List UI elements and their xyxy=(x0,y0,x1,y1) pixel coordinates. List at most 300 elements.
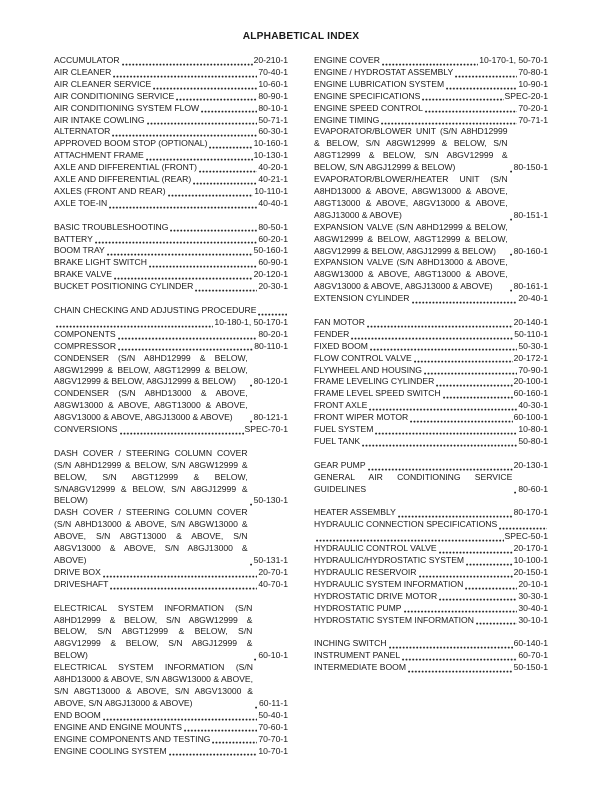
entry-page-ref: 60-140-1 xyxy=(513,638,548,649)
entry-page-ref: 70-71-1 xyxy=(518,114,548,125)
dot-leader xyxy=(255,700,258,709)
entry-page-ref: 70-40-1 xyxy=(258,66,288,77)
index-entry xyxy=(54,67,288,79)
entry-page-ref: 30-10-1 xyxy=(518,614,548,625)
index-entry xyxy=(314,472,548,496)
entry-label: HYDRAULIC CONTROL VALVE xyxy=(314,543,437,554)
dot-leader xyxy=(146,152,253,161)
index-entry xyxy=(54,567,288,579)
dot-leader xyxy=(147,116,258,125)
dot-leader xyxy=(466,557,513,566)
index-group xyxy=(54,448,288,591)
index-entry xyxy=(314,400,548,412)
entry-page-ref: 20-172-1 xyxy=(513,352,548,363)
entry-label: HYDRAULIC SYSTEM INFORMATION xyxy=(314,578,464,589)
entry-page-ref: 80-150-1 xyxy=(513,162,548,173)
entry-page-ref: 10-160-1 xyxy=(253,138,288,149)
index-entry xyxy=(314,638,548,650)
dot-leader xyxy=(381,116,517,125)
entry-page-ref: 60-20-1 xyxy=(258,233,288,244)
index-group xyxy=(314,638,548,674)
entry-page-ref: 50-131-1 xyxy=(253,555,288,566)
entry-page-ref: 20-140-1 xyxy=(513,316,548,327)
entry-label: ENGINE / HYDROSTAT ASSEMBLY xyxy=(314,66,454,77)
entry-label: BATTERY xyxy=(54,233,93,244)
dot-leader xyxy=(446,81,517,90)
index-entry xyxy=(54,257,288,269)
entry-label: EVAPORATOR/BLOWER UNIT (S/N A8HD12999 & BELOW, S/N A8GW12999 & BELOW, S/N A8GT12999 & BELOW, S/N A8GV12999 & BELOW, S/N A8GJ12999 & BELOW) xyxy=(314,126,508,173)
dot-leader xyxy=(375,426,517,435)
entry-page-ref: 80-10-1 xyxy=(258,102,288,113)
index-entry xyxy=(54,353,288,389)
dot-leader xyxy=(103,712,258,721)
entry-label: FRAME LEVEL SPEED SWITCH xyxy=(314,388,441,399)
index-entry xyxy=(314,555,548,567)
entry-page-ref: 70-80-1 xyxy=(518,66,548,77)
dot-leader xyxy=(316,533,504,542)
entry-page-ref: 70-90-1 xyxy=(518,364,548,375)
index-group xyxy=(314,507,548,626)
dot-leader xyxy=(367,319,513,328)
index-group xyxy=(54,55,288,210)
index-entry xyxy=(54,103,288,115)
entry-label: FIXED BOOM xyxy=(314,340,368,351)
index-column-left xyxy=(54,55,288,757)
dot-leader xyxy=(250,378,253,387)
index-entry xyxy=(54,388,288,424)
index-entry xyxy=(54,603,288,663)
index-entry xyxy=(54,162,288,174)
entry-page-ref: 20-210-1 xyxy=(253,55,288,65)
dot-leader xyxy=(118,342,253,351)
dot-leader xyxy=(250,414,253,423)
dot-leader xyxy=(412,295,518,304)
index-entry xyxy=(54,424,288,436)
index-entry xyxy=(314,460,548,472)
index-group xyxy=(54,603,288,758)
index-entry xyxy=(54,245,288,257)
dot-leader xyxy=(250,497,253,506)
index-entry xyxy=(314,507,548,519)
index-entry xyxy=(314,603,548,615)
index-entry xyxy=(314,79,548,91)
entry-label: BASIC TROUBLESHOOTING xyxy=(54,221,169,232)
index-entry xyxy=(54,746,288,758)
index-entry xyxy=(314,376,548,388)
dot-leader xyxy=(110,581,257,590)
dot-leader xyxy=(362,438,517,447)
index-entry xyxy=(314,126,548,174)
entry-label: INTERMEDIATE BOOM xyxy=(314,662,406,673)
index-entry xyxy=(54,281,288,293)
index-entry xyxy=(54,115,288,127)
entry-page-ref: 50-110-1 xyxy=(514,328,548,339)
entry-page-ref: 80-90-1 xyxy=(258,90,288,101)
entry-label: BUCKET POSITIONING CYLINDER xyxy=(54,281,194,292)
entry-label: AXLES (FRONT AND REAR) xyxy=(54,185,166,196)
entry-page-ref: SPEC-50-1 xyxy=(504,531,548,542)
entry-label: HYDROSTATIC DRIVE MOTOR xyxy=(314,590,438,601)
dot-leader xyxy=(199,164,257,173)
entry-label: AIR CONDITIONING SERVICE xyxy=(54,90,175,101)
dot-leader xyxy=(112,128,257,137)
dot-leader xyxy=(114,271,253,280)
dot-leader xyxy=(465,581,517,590)
index-group xyxy=(54,305,288,436)
entry-page-ref: 60-10-1 xyxy=(258,650,288,661)
dot-leader xyxy=(402,652,517,661)
dot-leader xyxy=(169,747,258,756)
entry-label: COMPONENTS xyxy=(54,328,116,339)
entry-page-ref: 70-20-1 xyxy=(518,102,548,113)
index-entry xyxy=(314,329,548,341)
entry-label: DRIVE BOX xyxy=(54,566,101,577)
entry-page-ref: 20-10-1 xyxy=(518,578,548,589)
index-entry xyxy=(314,388,548,400)
entry-label: BRAKE VALVE xyxy=(54,269,112,280)
dot-leader xyxy=(170,223,257,232)
dot-leader xyxy=(168,188,254,197)
index-entry xyxy=(54,722,288,734)
index-entry xyxy=(54,579,288,591)
entry-label: DRIVESHAFT xyxy=(54,578,109,589)
entry-page-ref: 80-50-1 xyxy=(258,221,288,232)
entry-label: AIR CLEANER xyxy=(54,66,112,77)
entry-label: CONDENSER (S/N A8HD12999 & BELOW, A8GW12999 & BELOW, A8GT12999 & BELOW, A8GV12999 & BELOW, A8GJ12999 & BELOW) xyxy=(54,352,248,387)
entry-page-ref: 40-30-1 xyxy=(518,400,548,411)
index-entry xyxy=(54,79,288,91)
entry-page-ref: 10-100-1 xyxy=(513,555,548,566)
index-entry xyxy=(54,222,288,234)
dot-leader xyxy=(510,212,513,221)
entry-label: APPROVED BOOM STOP (OPTIONAL) xyxy=(54,138,208,149)
entry-page-ref: 70-70-1 xyxy=(258,733,288,744)
entry-label: EXPANSION VALVE (S/N A8HD12999 & BELOW, A8GW12999 & BELOW, A8GT12999 & BELOW, A8GV12999 & BELOW, A8GJ12999 & BELOW) xyxy=(314,221,508,256)
dot-leader xyxy=(184,723,257,732)
dot-leader xyxy=(414,354,513,363)
dot-leader xyxy=(510,164,513,173)
dot-leader xyxy=(382,57,478,66)
dot-leader xyxy=(499,521,547,530)
entry-label: AXLE TOE-IN xyxy=(54,197,108,208)
entry-page-ref: 80-20-1 xyxy=(258,328,288,339)
index-entry xyxy=(314,650,548,662)
index-group xyxy=(314,317,548,448)
index-group xyxy=(54,222,288,293)
entry-label: AIR CONDITIONING SYSTEM FLOW xyxy=(54,102,200,113)
entry-page-ref: 80-160-1 xyxy=(513,245,548,256)
entry-page-ref: 50-150-1 xyxy=(513,662,548,673)
index-entry xyxy=(314,257,548,293)
entry-label: FRAME LEVELING CYLINDER xyxy=(314,376,435,387)
entry-label: CONDENSER (S/N A8HD13000 & ABOVE, A8GW13000 & ABOVE, A8GT13000 & ABOVE, A8GV13000 & ABOVE, A8GJ13000 & ABOVE) xyxy=(54,388,248,423)
entry-label: AXLE AND DIFFERENTIAL (FRONT) xyxy=(54,162,197,173)
dot-leader xyxy=(368,462,513,471)
index-entry xyxy=(314,317,548,329)
index-entry xyxy=(54,186,288,198)
dot-leader xyxy=(201,104,257,113)
entry-page-ref: 60-11-1 xyxy=(259,697,288,708)
entry-label: ENGINE TIMING xyxy=(314,114,380,125)
index-entry xyxy=(314,222,548,258)
dot-leader xyxy=(370,342,517,351)
dot-leader xyxy=(410,414,512,423)
dot-leader xyxy=(120,426,244,435)
index-entry xyxy=(314,55,548,67)
index-entry xyxy=(54,329,288,341)
entry-page-ref: 40-21-1 xyxy=(258,174,288,185)
entry-label: ELECTRICAL SYSTEM INFORMATION (S/N A8HD13000 & ABOVE, S/N A8GW13000 & ABOVE, S/N A8GT13000 & ABOVE, S/N A8GV13000 & ABOVE, S/N A8GJ13000 & ABOVE) xyxy=(54,662,254,708)
dot-leader xyxy=(118,331,258,340)
entry-label: FLYWHEEL AND HOUSING xyxy=(314,364,422,375)
index-entry xyxy=(314,567,548,579)
entry-label: HYDROSTATIC PUMP xyxy=(314,602,402,613)
entry-label: FRONT WIPER MOTOR xyxy=(314,412,409,423)
index-entry xyxy=(54,507,288,567)
dot-leader xyxy=(254,652,257,661)
dot-leader xyxy=(419,569,513,578)
entry-page-ref: 50-71-1 xyxy=(258,114,288,125)
index-entry xyxy=(54,234,288,246)
dot-leader xyxy=(122,57,253,66)
index-entry xyxy=(314,293,548,305)
entry-page-ref: 20-40-1 xyxy=(518,293,548,304)
entry-label: DASH COVER / STEERING COLUMN COVER (S/N A8HD13000 & ABOVE, S/N A8GW13000 & ABOVE, S/N A8GT13000 & ABOVE, S/N A8GV13000 & ABOVE, S/N A8GJ13000 & ABOVE) xyxy=(54,507,248,566)
entry-page-ref: 10-60-1 xyxy=(258,78,288,89)
index-entry xyxy=(314,591,548,603)
dot-leader xyxy=(193,176,257,185)
entry-label: AIR CLEANER SERVICE xyxy=(54,78,152,89)
entry-label: HYDROSTATIC SYSTEM INFORMATION xyxy=(314,614,474,625)
index-entry xyxy=(54,305,288,329)
dot-leader xyxy=(425,104,518,113)
dot-leader xyxy=(95,235,258,244)
entry-line-1 xyxy=(54,305,288,317)
entry-page-ref: 80-60-1 xyxy=(518,483,548,494)
dot-leader xyxy=(56,319,213,328)
index-entry xyxy=(54,174,288,186)
entry-page-ref: 10-80-1 xyxy=(518,424,548,435)
index-entry xyxy=(54,150,288,162)
index-entry xyxy=(314,115,548,127)
entry-page-ref: 30-40-1 xyxy=(518,602,548,613)
entry-page-ref: 50-30-1 xyxy=(518,340,548,351)
entry-page-ref: 40-40-1 xyxy=(258,197,288,208)
entry-label: ELECTRICAL SYSTEM INFORMATION (S/N A8HD12999 & BELOW, S/N A8GW12999 & BELOW, S/N A8GT12999 & BELOW, S/N A8GV12999 & BELOW, S/N A8GJ12999 & BELOW) xyxy=(54,602,253,661)
index-entry xyxy=(54,734,288,746)
dot-leader xyxy=(209,140,252,149)
entry-page-ref: 60-30-1 xyxy=(258,126,288,137)
dot-leader xyxy=(476,616,517,625)
index-entry xyxy=(54,662,288,710)
entry-page-ref: 80-161-1 xyxy=(513,281,548,292)
dot-leader xyxy=(439,592,517,601)
entry-label: ALTERNATOR xyxy=(54,126,111,137)
entry-label: INSTRUMENT PANEL xyxy=(314,650,401,661)
index-entry xyxy=(314,67,548,79)
entry-page-ref: 80-151-1 xyxy=(513,209,548,220)
entry-page-ref: 10-180-1, 50-170-1 xyxy=(214,316,288,327)
entry-page-ref: 20-170-1 xyxy=(513,543,548,554)
index-entry xyxy=(54,448,288,508)
entry-page-ref: 20-120-1 xyxy=(253,269,288,280)
entry-page-ref: 20-70-1 xyxy=(258,566,288,577)
entry-label: FAN MOTOR xyxy=(314,316,365,327)
dot-leader xyxy=(153,81,257,90)
entry-page-ref: 50-130-1 xyxy=(253,495,288,506)
index-column-right xyxy=(314,55,548,757)
index-columns xyxy=(54,55,548,757)
dot-leader xyxy=(424,366,517,375)
dot-leader xyxy=(510,247,513,256)
dot-leader xyxy=(369,402,517,411)
entry-label: COMPRESSOR xyxy=(54,340,117,351)
dot-leader xyxy=(514,485,517,494)
index-entry xyxy=(314,91,548,103)
index-entry xyxy=(314,103,548,115)
entry-page-ref: 80-170-1 xyxy=(513,507,548,518)
dot-leader xyxy=(439,545,513,554)
entry-label: FENDER xyxy=(314,328,350,339)
dot-leader xyxy=(436,378,512,387)
entry-line-1 xyxy=(314,519,548,531)
entry-page-ref: SPEC-20-1 xyxy=(504,90,548,101)
entry-page-ref: 10-130-1 xyxy=(253,150,288,161)
entry-label: END BOOM xyxy=(54,709,101,720)
entry-page-ref: 70-60-1 xyxy=(258,721,288,732)
index-entry xyxy=(54,126,288,138)
entry-page-ref: 10-170-1, 50-70-1 xyxy=(479,55,548,65)
entry-page-ref: 40-20-1 xyxy=(258,162,288,173)
entry-label: FUEL TANK xyxy=(314,435,361,446)
entry-label: EXPANSION VALVE (S/N A8HD13000 & ABOVE, A8GW13000 & ABOVE, A8GT13000 & ABOVE, A8GV13000 & ABOVE, A8GJ13000 & ABOVE) xyxy=(314,257,508,292)
entry-page-ref: 20-30-1 xyxy=(258,281,288,292)
entry-label: ACCUMULATOR xyxy=(54,55,120,65)
index-entry xyxy=(314,436,548,448)
entry-page-ref: 80-121-1 xyxy=(253,412,288,423)
entry-label: ENGINE SPECIFICATIONS xyxy=(314,90,421,101)
index-entry xyxy=(314,341,548,353)
entry-page-ref: 20-150-1 xyxy=(513,566,548,577)
entry-label: HEATER ASSEMBLY xyxy=(314,507,396,518)
dot-leader xyxy=(389,640,513,649)
entry-label: BOOM TRAY xyxy=(54,245,105,256)
entry-label: AXLE AND DIFFERENTIAL (REAR) xyxy=(54,174,192,185)
entry-label: GEAR PUMP xyxy=(314,459,366,470)
entry-label: EXTENSION CYLINDER xyxy=(314,293,410,304)
entry-label: EVAPORATOR/BLOWER/HEATER UNIT (S/N A8HD13000 & ABOVE, A8GW13000 & ABOVE, A8GT13000 & ABOVE, A8GV13000 & ABOVE, A8GJ13000 & ABOVE) xyxy=(314,174,508,220)
entry-label: ENGINE SPEED CONTROL xyxy=(314,102,423,113)
index-entry xyxy=(314,424,548,436)
entry-page-ref: 60-160-1 xyxy=(513,388,548,399)
dot-leader xyxy=(455,69,517,78)
entry-label: ENGINE AND ENGINE MOUNTS xyxy=(54,721,182,732)
index-entry xyxy=(314,662,548,674)
entry-page-ref: 50-80-1 xyxy=(518,435,548,446)
dot-leader xyxy=(109,200,257,209)
entry-label: FRONT AXLE xyxy=(314,400,368,411)
dot-leader xyxy=(212,735,257,744)
index-entry xyxy=(314,174,548,222)
entry-page-ref: 60-90-1 xyxy=(258,257,288,268)
entry-label: ENGINE COMPONENTS AND TESTING xyxy=(54,733,211,744)
index-entry xyxy=(54,91,288,103)
index-entry xyxy=(54,138,288,150)
entry-label: ENGINE LUBRICATION SYSTEM xyxy=(314,78,445,89)
entry-page-ref: 10-90-1 xyxy=(518,78,548,89)
dot-leader xyxy=(258,307,287,316)
entry-label: CONVERSIONS xyxy=(54,424,118,435)
entry-label: HYDRAULIC CONNECTION SPECIFICATIONS xyxy=(314,519,498,530)
entry-label: HYDRAULIC RESERVOIR xyxy=(314,566,417,577)
dot-leader xyxy=(113,69,257,78)
entry-label: ATTACHMENT FRAME xyxy=(54,150,144,161)
index-entry xyxy=(54,710,288,722)
entry-page-ref: 50-40-1 xyxy=(258,709,288,720)
dot-leader xyxy=(510,283,513,292)
entry-line-2 xyxy=(54,317,288,329)
dot-leader xyxy=(422,92,503,101)
index-entry xyxy=(54,198,288,210)
dot-leader xyxy=(351,331,513,340)
entry-page-ref: 10-70-1 xyxy=(258,745,288,756)
entry-label: FUEL SYSTEM xyxy=(314,424,374,435)
index-entry xyxy=(54,341,288,353)
entry-page-ref: 30-30-1 xyxy=(518,590,548,601)
dot-leader xyxy=(404,604,518,613)
entry-page-ref: 20-130-1 xyxy=(513,459,548,470)
entry-label: ENGINE COOLING SYSTEM xyxy=(54,745,167,756)
entry-line-2 xyxy=(314,531,548,543)
dot-leader xyxy=(443,390,513,399)
entry-label: AIR INTAKE COWLING xyxy=(54,114,145,125)
index-entry xyxy=(314,579,548,591)
entry-label: FLOW CONTROL VALVE xyxy=(314,352,412,363)
entry-label: ENGINE COVER xyxy=(314,55,380,65)
dot-leader xyxy=(107,247,253,256)
index-entry xyxy=(314,543,548,555)
entry-page-ref: 60-70-1 xyxy=(518,650,548,661)
index-entry xyxy=(54,55,288,67)
entry-page-ref: 50-160-1 xyxy=(253,245,288,256)
index-entry xyxy=(314,519,548,543)
entry-label: BRAKE LIGHT SWITCH xyxy=(54,257,147,268)
entry-label: INCHING SWITCH xyxy=(314,638,387,649)
entry-page-ref: SPEC-70-1 xyxy=(244,424,288,435)
entry-label: GENERAL AIR CONDITIONING SERVICE GUIDELINES xyxy=(314,471,513,494)
dot-leader xyxy=(149,259,257,268)
dot-leader xyxy=(408,664,513,673)
entry-page-ref: 80-120-1 xyxy=(253,376,288,387)
entry-page-ref: 20-100-1 xyxy=(513,376,548,387)
entry-page-ref: 60-100-1 xyxy=(513,412,548,423)
entry-label: DASH COVER / STEERING COLUMN COVER (S/N A8HD12999 & BELOW, S/N A8GW12999 & BELOW, S/N A8GT12999 & BELOW, S/NA8GV12999 & BELOW, S/N A8GJ12999 & BELOW) xyxy=(54,447,248,506)
index-entry xyxy=(314,412,548,424)
entry-page-ref: 80-110-1 xyxy=(254,340,288,351)
dot-leader xyxy=(176,92,257,101)
index-entry xyxy=(314,615,548,627)
dot-leader xyxy=(250,557,253,566)
entry-page-ref: 40-70-1 xyxy=(258,578,288,589)
dot-leader xyxy=(195,283,257,292)
index-group xyxy=(314,460,548,496)
index-entry xyxy=(314,353,548,365)
entry-label: CHAIN CHECKING AND ADJUSTING PROCEDURE xyxy=(54,305,257,315)
dot-leader xyxy=(398,509,513,518)
index-group xyxy=(314,55,548,305)
index-entry xyxy=(54,269,288,281)
entry-page-ref: 10-110-1 xyxy=(254,185,288,196)
